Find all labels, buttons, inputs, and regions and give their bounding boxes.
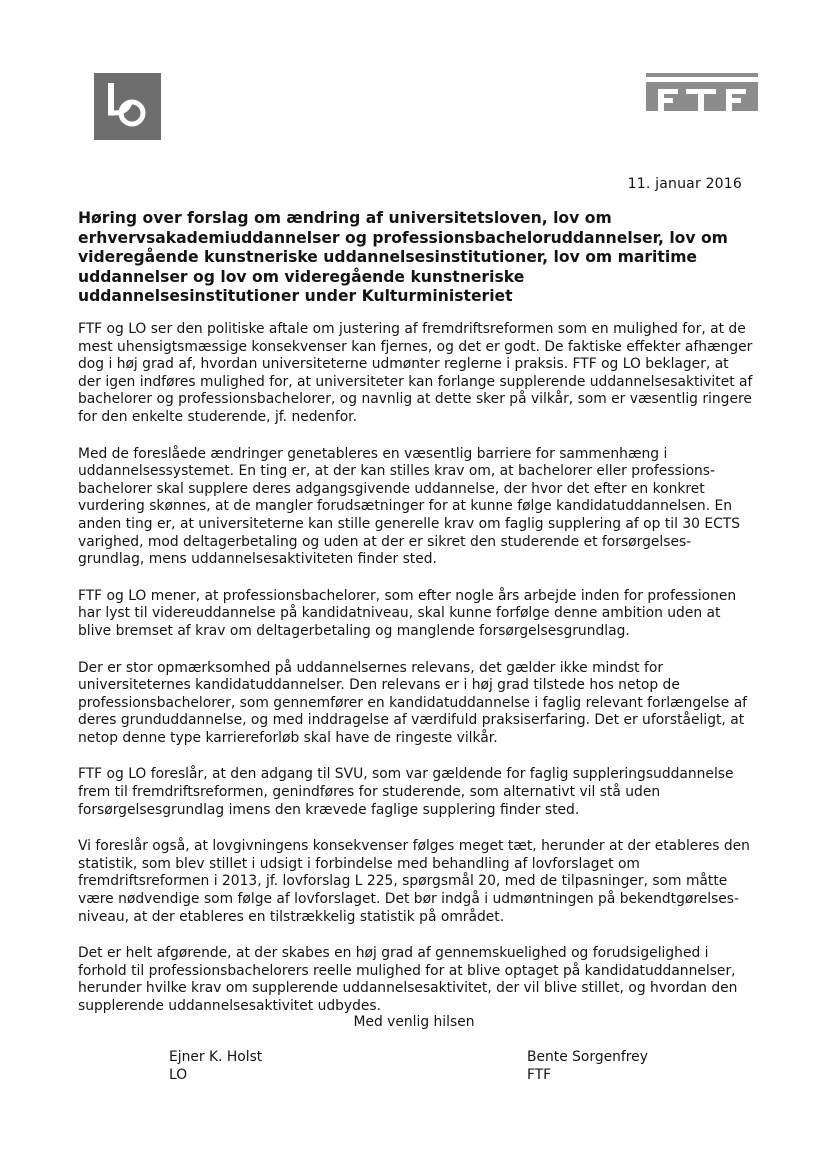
signer-name: Bente Sorgenfrey: [527, 1049, 648, 1065]
lo-logo-mark-icon: [94, 73, 161, 140]
body-paragraph: Med de foreslåede ændringer genetableres en væsentlig barriere for sammenhæng i uddannelsessystemet. En ting er, at der kan stilles krav om, at bachelorer eller professions-bachelorer skal supplere deres adgangsgivende uddannelse, der hvor det efter en konkret vurdering skønnes, at de mangler forudsætninger for at kunne følge kandidatuddannelsen. En anden ting er, at universiteterne kan stille generelle krav om faglig supplering af op til 30 ECTS varighed, mod deltagerbetaling og uden at der er sikret den studerende et forsørgelses-grundlag, mens uddannelsesaktiviteten finder sted.: [78, 445, 741, 568]
body-paragraph: FTF og LO ser den politiske aftale om justering af fremdriftsreformen som en mulighed for, at de mest uhensigtsmæssige konsekvenser kan fjernes, og det er godt. De faktiske effekter afhænger dog i høj grad af, hvordan universiteterne udmønter reglerne i praksis. FTF og LO beklager, at der igen indføres mulighed for, at universiteter kan forlange supplerende uddannelsesaktivitet af bachelorer og professionsbachelorer, og navnlig at dette sker på vilkår, som er væsentlig ringere for den enkelte studerende, jf. nedenfor.: [78, 321, 753, 425]
ftf-logo: [646, 73, 758, 111]
body-paragraph: FTF og LO mener, at professionsbachelorer, som efter nogle års arbejde inden for professionen har lyst til videreuddannelse på kandidatniveau, skal kunne forfølge denne ambition uden at blive bremset af krav om deltagerbetaling og manglende forsørgelsesgrundlag.: [78, 587, 737, 639]
body-paragraph: FTF og LO foreslår, at den adgang til SVU, som var gældende for faglig suppleringsuddannelse frem til fremdriftsreformen, genindføres for studerende, som alternativt vil stå uden forsørgelsesgrundlag imens den krævede faglige supplering finder sted.: [78, 766, 734, 818]
body-paragraph: Der er stor opmærksomhed på uddannelsernes relevans, det gælder ikke mindst for universiteternes kandidatuddannelser. Den relevans er i høj grad tilstede hos netop de professionsbachelorer, som gennemfører en kandidatuddannelse i faglig relevant forlængelse af deres grunduddannelse, og med inddragelse af værdifuld praksiserfaring. Det er uforståeligt, at netop denne type karriereforløb skal have de ringeste vilkår.: [78, 659, 748, 746]
letter-body: [78, 321, 754, 1035]
closing-greeting: Med venlig hilsen: [353, 1014, 475, 1030]
signature-block-ftf: [527, 1048, 648, 1084]
body-paragraph: Vi foreslår også, at lovgivningens konsekvenser følges meget tæt, herunder at der etableres den statistik, som blev stillet i udsigt i forbindelse med behandling af lovforslaget om fremdriftsreformen i 2013, jf. lovforslag L 225, spørgsmål 20, med de tilpasninger, som måtte være nødvendige som følge af lovforslaget. Det bør indgå i udmøntningen på bekendtgørelses-niveau, at der etableres en tilstrækkelig statistik på området.: [78, 838, 750, 925]
ftf-logo-mark-icon: [646, 73, 758, 111]
letter-date: 11. januar 2016: [627, 176, 742, 192]
signature-block-lo: [169, 1048, 262, 1084]
lo-logo: [94, 73, 161, 140]
letter-title: Høring over forslag om ændring af universitetsloven, lov om erhvervsakademiuddannelser og professionsbacheloruddannelser, lov om videregående kunstneriske uddannelsesinstitutioner, lov om maritime uddannelser og lov om videregående kunstneriske uddannelsesinstitutioner under Kulturministeriet: [78, 209, 728, 305]
body-paragraph: Det er helt afgørende, at der skabes en høj grad af gennemskuelighed og forudsigelighed i forhold til professionsbachelorers reelle mulighed for at blive optaget på kandidatuddannelser, herunder hvilke krav om supplerende uddannelsesaktivitet, der vil blive stillet, og hvordan den supplerende uddannelsesaktivitet udbydes.: [78, 945, 738, 1014]
signer-name: Ejner K. Holst: [169, 1049, 263, 1065]
signer-org: LO: [169, 1067, 188, 1083]
signer-org: FTF: [527, 1067, 552, 1083]
